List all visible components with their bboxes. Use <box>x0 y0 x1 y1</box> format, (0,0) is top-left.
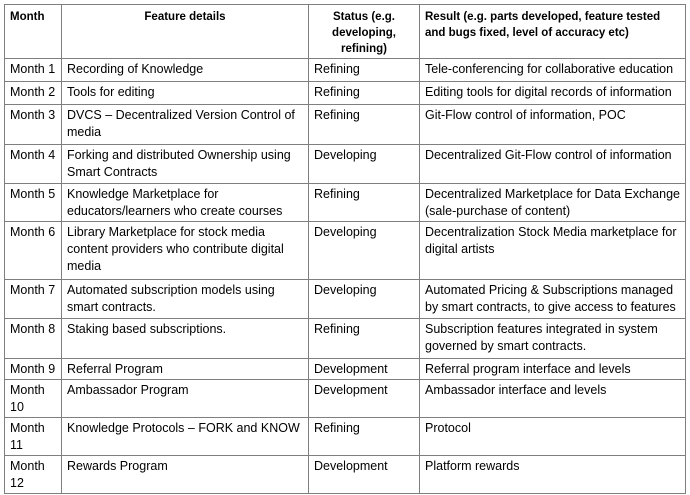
feature-cell: Recording of Knowledge <box>62 59 309 82</box>
status-cell: Development <box>309 359 420 380</box>
feature-cell: Knowledge Protocols – FORK and KNOW <box>62 418 309 456</box>
result-cell: Decentralization Stock Media marketplace for digital artists <box>420 222 686 280</box>
feature-cell: Ambassador Program <box>62 380 309 418</box>
result-cell: Editing tools for digital records of information <box>420 82 686 105</box>
month-cell: Month 3 <box>5 105 62 145</box>
table-row <box>5 105 686 145</box>
header-month: Month <box>5 5 62 59</box>
status-cell: Refining <box>309 82 420 105</box>
feature-cell: Forking and distributed Ownership using Smart Contracts <box>62 145 309 184</box>
feature-cell: DVCS – Decentralized Version Control of media <box>62 105 309 145</box>
status-cell: Development <box>309 380 420 418</box>
result-cell: Referral program interface and levels <box>420 359 686 380</box>
result-cell: Platform rewards <box>420 456 686 494</box>
table-row <box>5 380 686 418</box>
status-cell: Refining <box>309 184 420 222</box>
table-row <box>5 82 686 105</box>
status-cell: Refining <box>309 59 420 82</box>
month-cell: Month 1 <box>5 59 62 82</box>
result-cell: Ambassador interface and levels <box>420 380 686 418</box>
result-cell: Subscription features integrated in system governed by smart contracts. <box>420 319 686 359</box>
status-cell: Development <box>309 456 420 494</box>
table-row <box>5 184 686 222</box>
feature-cell: Tools for editing <box>62 82 309 105</box>
status-cell: Refining <box>309 319 420 359</box>
table-row <box>5 59 686 82</box>
table-row <box>5 359 686 380</box>
result-cell: Decentralized Git-Flow control of information <box>420 145 686 184</box>
feature-cell: Staking based subscriptions. <box>62 319 309 359</box>
table-row <box>5 418 686 456</box>
header-result: Result (e.g. parts developed, feature tested and bugs fixed, level of accuracy etc) <box>420 5 686 59</box>
result-cell: Decentralized Marketplace for Data Exchange (sale-purchase of content) <box>420 184 686 222</box>
feature-cell: Knowledge Marketplace for educators/learners who create courses <box>62 184 309 222</box>
feature-cell: Rewards Program <box>62 456 309 494</box>
result-cell: Git-Flow control of information, POC <box>420 105 686 145</box>
status-cell: Developing <box>309 222 420 280</box>
header-status: Status (e.g. developing, refining) <box>309 5 420 59</box>
month-cell: Month 2 <box>5 82 62 105</box>
feature-cell: Automated subscription models using smart contracts. <box>62 280 309 319</box>
month-cell: Month 8 <box>5 319 62 359</box>
month-cell: Month 6 <box>5 222 62 280</box>
feature-cell: Referral Program <box>62 359 309 380</box>
header-feature-details: Feature details <box>62 5 309 59</box>
month-cell: Month 7 <box>5 280 62 319</box>
month-cell: Month 12 <box>5 456 62 494</box>
month-cell: Month 10 <box>5 380 62 418</box>
table-row <box>5 222 686 280</box>
month-cell: Month 9 <box>5 359 62 380</box>
status-cell: Refining <box>309 105 420 145</box>
month-cell: Month 4 <box>5 145 62 184</box>
table-row <box>5 145 686 184</box>
table-row <box>5 319 686 359</box>
status-cell: Developing <box>309 280 420 319</box>
result-cell: Protocol <box>420 418 686 456</box>
status-cell: Refining <box>309 418 420 456</box>
table-row <box>5 280 686 319</box>
status-cell: Developing <box>309 145 420 184</box>
result-cell: Automated Pricing & Subscriptions managed by smart contracts, to give access to features <box>420 280 686 319</box>
header-row <box>5 5 686 59</box>
month-cell: Month 5 <box>5 184 62 222</box>
roadmap-table <box>4 4 686 494</box>
month-cell: Month 11 <box>5 418 62 456</box>
table-row <box>5 456 686 494</box>
feature-cell: Library Marketplace for stock media content providers who contribute digital media <box>62 222 309 280</box>
result-cell: Tele-conferencing for collaborative education <box>420 59 686 82</box>
